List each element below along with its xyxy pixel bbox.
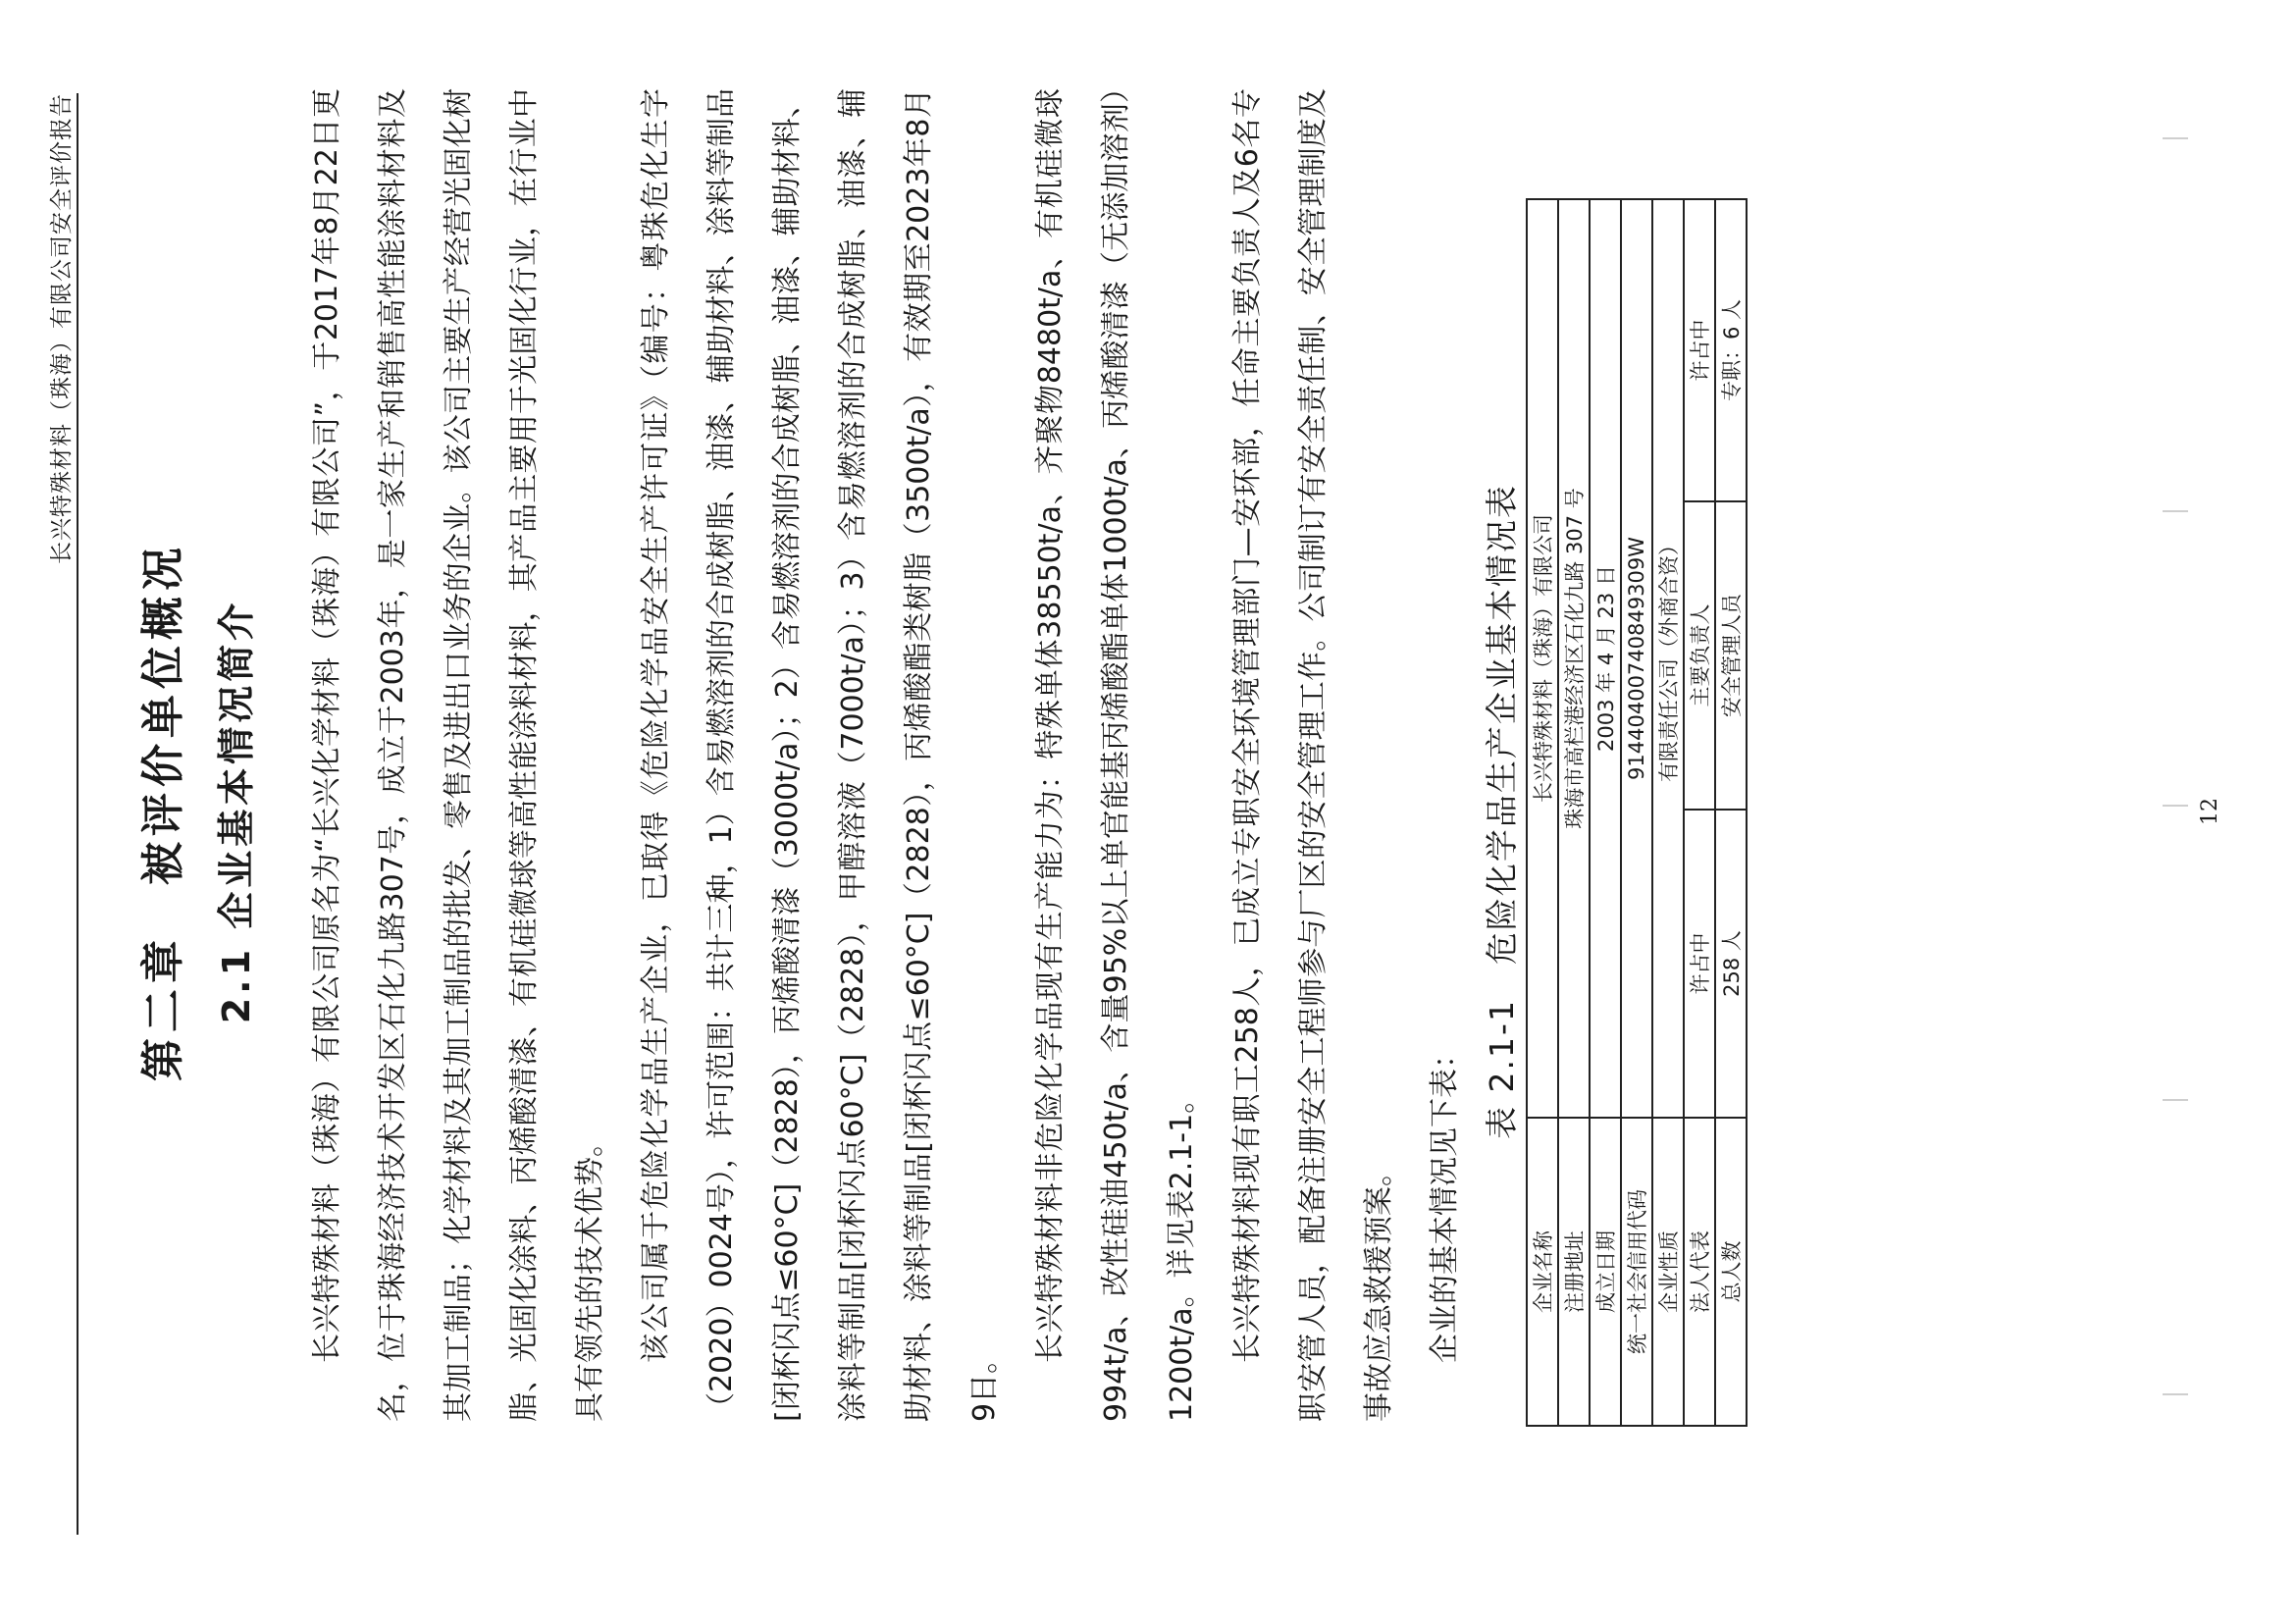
table-row <box>1621 199 1652 1426</box>
body-text <box>294 88 1478 1422</box>
table-row <box>1684 199 1715 1426</box>
table-value-cell: 许占中 <box>1684 810 1715 1118</box>
company-info-table <box>1526 198 1748 1427</box>
paragraph-staff: 长兴特殊材料现有职工258人，已成立专职安全环境管理部门—安环部，任命主要负责人及6名专职安管人员，配备注册安全工程师参与厂区的安全管理工作。公司制订有安全责任制、安全管理制度及事故应急救援预案。 <box>1230 88 1396 1422</box>
table-label-cell: 统一社会信用代码 <box>1621 1118 1652 1426</box>
running-header <box>0 0 98 1623</box>
table-value-cell: 91440400740849309W <box>1621 199 1652 1118</box>
page-number: 12 <box>2198 798 2222 825</box>
table-value-cell: 珠海市高栏港经济区石化九路 307 号 <box>1558 199 1590 1118</box>
table-value-cell: 2003 年 4 月 23 日 <box>1590 199 1621 1118</box>
scan-artifact <box>2163 1099 2188 1101</box>
section-title: 2.1 企业基本情况简介 <box>215 599 258 1024</box>
table-row <box>1527 199 1558 1426</box>
table-label-cell: 安全管理人员 <box>1715 501 1747 810</box>
header-title: 长兴特殊材料（珠海）有限公司安全评价报告 <box>49 93 75 564</box>
table-label-cell: 主要负责人 <box>1684 501 1715 810</box>
header-rule <box>77 93 78 1535</box>
table-row <box>1558 199 1590 1426</box>
table-row <box>1715 199 1747 1426</box>
table-row <box>1590 199 1621 1426</box>
table-label-cell: 注册地址 <box>1558 1118 1590 1426</box>
scan-artifact <box>2163 1393 2188 1395</box>
scan-artifact <box>2163 805 2188 807</box>
table-label-cell: 总人数 <box>1715 1118 1747 1426</box>
table-value-cell: 258 人 <box>1715 810 1747 1118</box>
scan-artifact <box>2163 510 2188 512</box>
table-label-cell: 成立日期 <box>1590 1118 1621 1426</box>
scan-artifact <box>2163 137 2188 139</box>
table-value-cell: 专职：6 人 <box>1715 199 1747 501</box>
table-value-cell: 长兴特殊材料（珠海）有限公司 <box>1527 199 1558 1118</box>
table-caption: 表 2.1-1 危险化学品生产企业基本情况表 <box>1483 484 1521 1139</box>
paragraph-table-intro: 企业的基本情况见下表： <box>1428 1039 1462 1363</box>
paragraph-license: 该公司属于危险化学品生产企业，已取得《危险化学品安全生产许可证》（编号：粤珠危化生字（2020）0024号），许可范围：共计三种，1）含易燃溶剂的合成树脂、油漆、辅助材料、涂料等制品[闭杯闪点≤60°C]（2828），丙烯酸清漆（3000t/a）；2）含易燃溶剂的合成树脂、油漆、辅助材料、涂料等制品[闭杯闪点60°C]（2828），甲醇溶液（7000t/a）；3）含易燃溶剂的合成树脂、油漆、辅助材料、涂料等制品[闭杯闪点≤60°C]（2828），丙烯酸酯类树脂（3500t/a），有效期至2023年8月9日。 <box>639 88 1002 1422</box>
table-label-cell: 企业名称 <box>1527 1118 1558 1426</box>
table-value-cell: 有限责任公司（外商合资） <box>1652 199 1684 1118</box>
table-label-cell: 企业性质 <box>1652 1118 1684 1426</box>
table-value-cell: 许占中 <box>1684 199 1715 501</box>
table-row <box>1652 199 1684 1426</box>
paragraph-capacity: 长兴特殊材料非危险化学品现有生产能力为：特殊单体38550t/a、齐聚物8480t/a、有机硅微球994t/a、改性硅油450t/a、含量95%以上单官能基丙烯酸酯单体1000t/a、丙烯酸清漆（无添加溶剂）1200t/a。详见表2.1-1。 <box>1033 88 1199 1422</box>
table-label-cell: 法人代表 <box>1684 1118 1715 1426</box>
chapter-title: 第二章 被评价单位概况 <box>138 542 188 1081</box>
paragraph-intro: 长兴特殊材料（珠海）有限公司原名为“长兴化学材料（珠海）有限公司”，于2017年8月22日更名，位于珠海经济技术开发区石化九路307号，成立于2003年，是一家生产和销售高性能涂料材料及其加工制品；化学材料及其加工制品的批发、零售及进出口业务的企业。该公司主要生产经营光固化树脂、光固化涂料、丙烯酸清漆、有机硅微球等高性能涂料材料，其产品主要用于光固化行业，在行业中具有领先的技术优势。 <box>310 88 607 1422</box>
